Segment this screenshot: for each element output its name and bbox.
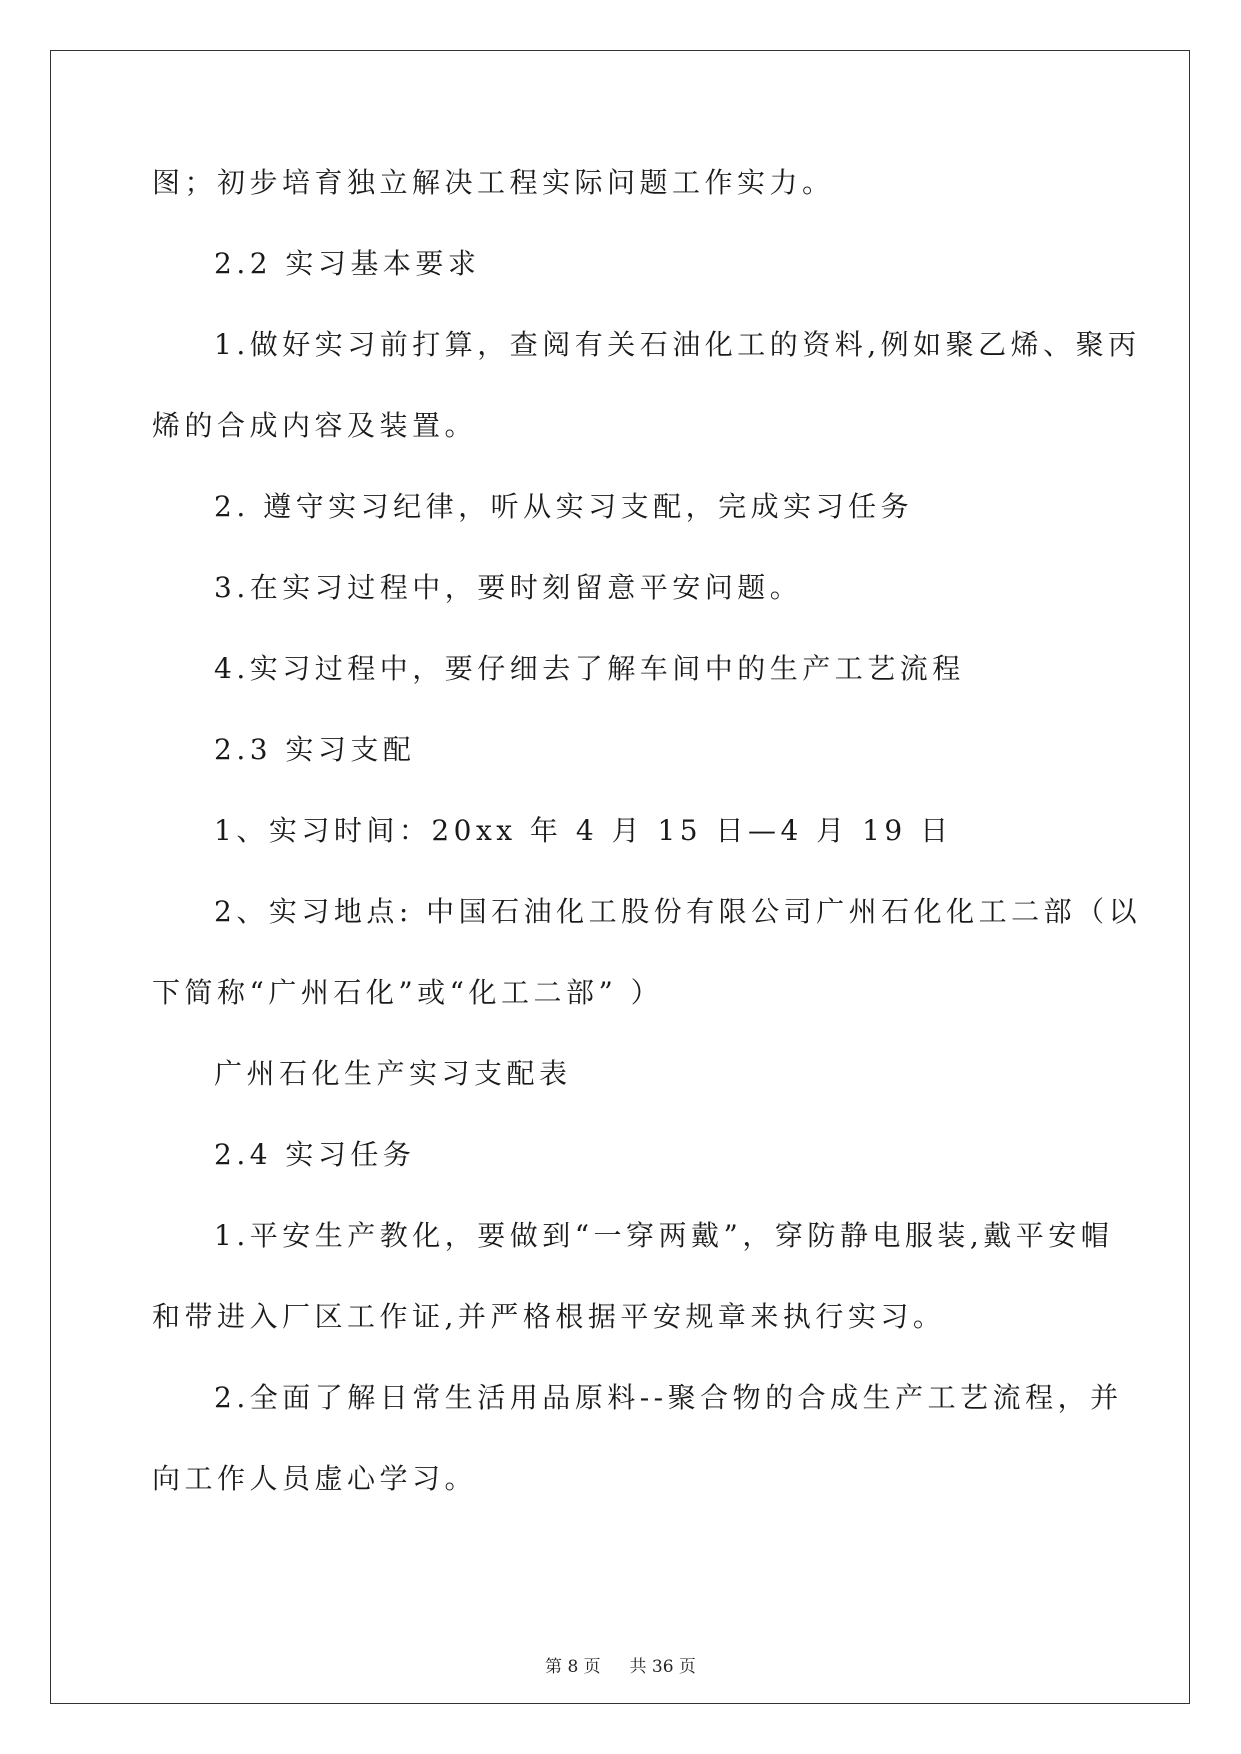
paragraph-line: 烯的合成内容及装置。: [152, 409, 478, 442]
document-body: [152, 163, 1142, 1540]
section-heading: 2.3 实习支配: [214, 733, 416, 766]
paragraph-line: 1、实习时间：20xx 年 4 月 15 日—4 月 19 日: [214, 814, 953, 847]
section-heading: 2.4 实习任务: [214, 1138, 416, 1171]
paragraph-line: 下简称“广州石化”或“化工二部” ）: [152, 976, 664, 1009]
section-heading: 2.2 实习基本要求: [214, 247, 481, 280]
paragraph-line: 1.做好实习前打算，查阅有关石油化工的资料,例如聚乙烯、聚丙: [214, 328, 1141, 361]
paragraph-line: 3.在实习过程中，要时刻留意平安问题。: [214, 571, 803, 604]
paragraph-line: 图；初步培育独立解决工程实际问题工作实力。: [152, 166, 835, 199]
paragraph-line: 2、实习地点: 中国石油化工股份有限公司广州石化化工二部（以: [214, 895, 1142, 928]
paragraph-line: 向工作人员虚心学习。: [152, 1462, 478, 1495]
paragraph-line: 2.全面了解日常生活用品原料--聚合物的合成生产工艺流程，并: [214, 1381, 1123, 1414]
paragraph-line: 和带进入厂区工作证,并严格根据平安规章来执行实习。: [152, 1300, 946, 1333]
table-caption: 广州石化生产实习支配表: [214, 1057, 572, 1090]
paragraph-line: 2. 遵守实习纪律，听从实习支配，完成实习任务: [214, 490, 914, 523]
paragraph-line: 1.平安生产教化，要做到“一穿两戴”，穿防静电服装,戴平安帽: [214, 1219, 1114, 1252]
page-number: 第 8 页: [545, 1657, 601, 1677]
page-footer: [0, 1655, 1241, 1679]
page-total: 共 36 页: [629, 1657, 696, 1677]
paragraph-line: 4.实习过程中，要仔细去了解车间中的生产工艺流程: [214, 652, 965, 685]
